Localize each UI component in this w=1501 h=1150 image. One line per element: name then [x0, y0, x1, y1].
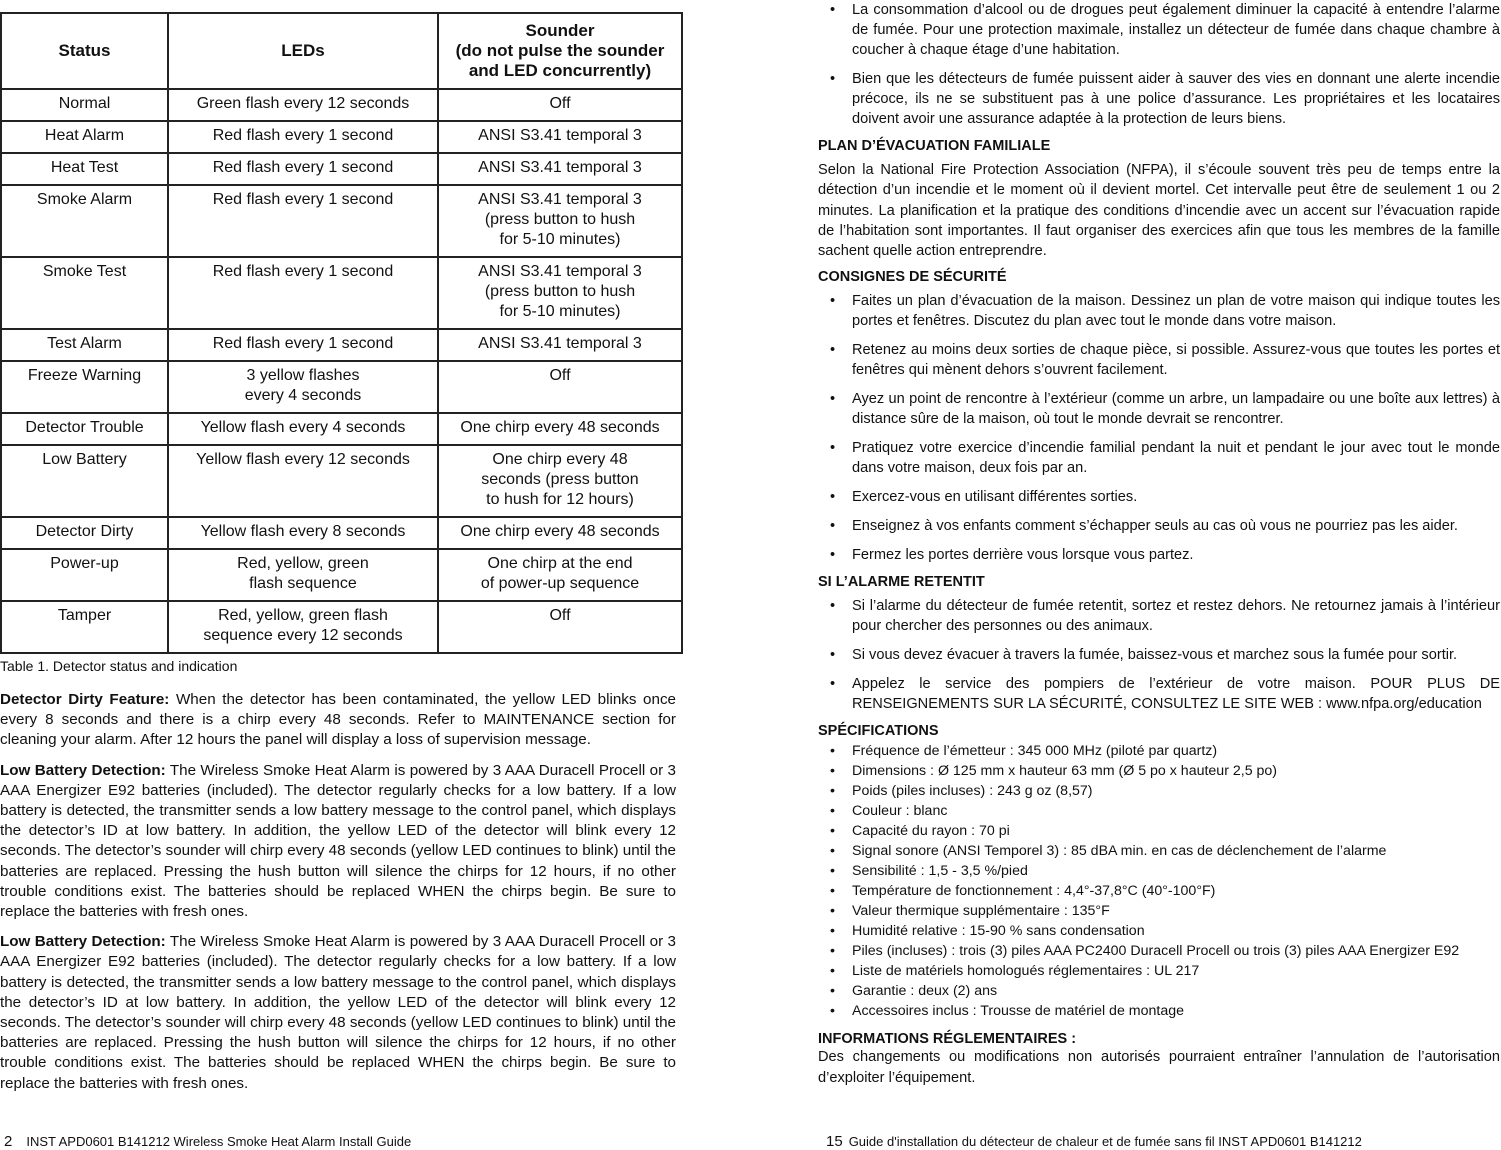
spec-bullet: • Poids (piles incluses) : 243 g oz (8,57) [818, 781, 1500, 801]
spec-bullet: • Liste de matériels homologués réglementaires : UL 217 [818, 961, 1500, 981]
table-row [1, 185, 682, 257]
evacuation-heading: PLAN D’ÉVACUATION FAMILIALE [818, 138, 1051, 154]
sounder-cell: ANSI S3.41 temporal 3 [438, 329, 682, 361]
status-cell: Detector Trouble [1, 413, 168, 445]
table-header-row [1, 13, 682, 89]
low-battery-paragraph-2 [0, 932, 676, 1094]
regulatory-text: Des changements ou modifications non autorisés pourraient entraîner l’annulation de l’autorisation d’exploiter l’équipement. [818, 1049, 1500, 1086]
table-row [1, 413, 682, 445]
safety-bullet: • Ayez un point de rencontre à l’extérieur (comme un arbre, un lampadaire ou une boîte aux lettres) à distance sûre de la maison, où tout le monde devrait se rencontrer. [818, 389, 1500, 429]
spec-bullet: • Dimensions : Ø 125 mm x hauteur 63 mm (Ø 5 po x hauteur 2,5 po) [818, 761, 1500, 781]
detector-status-table [0, 12, 683, 654]
alarm-heading: SI L’ALARME RETENTIT [818, 574, 985, 591]
safety-bullet: • Enseignez à vos enfants comment s’échapper seuls au cas où vous ne pourriez pas les aider. [818, 516, 1500, 536]
left-column [0, 12, 682, 1094]
sounder-cell: Off [438, 361, 682, 413]
left-footer-text: INST APD0601 B141212 Wireless Smoke Heat Alarm Install Guide [26, 1134, 412, 1149]
leds-cell: Green flash every 12 seconds [168, 89, 438, 121]
low-battery-text-2: The Wireless Smoke Heat Alarm is powered by 3 AAA Duracell Procell or 3 AAA Energizer E92 batteries (included). The detector regularly checks for a low battery. If a low battery is detected, the transmitter sends a low battery message to the control panel, which displays the detector’s ID at low battery. In addition, the yellow LED of the detector will blink every 12 seconds. The detector’s sounder will chirp every 48 seconds (yellow LED continues to blink) until the batteries are replaced. Pressing the hush button will silence the chirps for 12 hours, if no other trouble conditions exist. The batteries should be replaced WHEN the chirps begin. Be sure to replace the batteries with fresh ones. [0, 933, 676, 1092]
spec-bullet: • Température de fonctionnement : 4,4°-37,8°C (40°-100°F) [818, 881, 1500, 901]
table-row [1, 121, 682, 153]
leds-cell: Red flash every 1 second [168, 185, 438, 257]
leds-cell: Yellow flash every 4 seconds [168, 413, 438, 445]
spec-bullet: • Capacité du rayon : 70 pi [818, 821, 1500, 841]
spec-bullet-list [818, 741, 1500, 1021]
spec-bullet: • Garantie : deux (2) ans [818, 981, 1500, 1001]
table-row [1, 89, 682, 121]
leds-cell: Red, yellow, green flash sequence [168, 549, 438, 601]
status-cell: Test Alarm [1, 329, 168, 361]
leds-cell: Red flash every 1 second [168, 257, 438, 329]
spec-heading: SPÉCIFICATIONS [818, 723, 939, 740]
right-column [818, 0, 1500, 1096]
header-leds [168, 13, 438, 89]
status-cell: Heat Alarm [1, 121, 168, 153]
sounder-cell: ANSI S3.41 temporal 3 (press button to hush for 5-10 minutes) [438, 257, 682, 329]
right-page-number: 15 [826, 1133, 843, 1150]
table-body [1, 89, 682, 653]
intro-bullet: • La consommation d’alcool ou de drogues peut également diminuer la capacité à entendre l’alarme de fumée. Pour une protection maximale, installez un détecteur de fumée dans chaque chambre à coucher à chaque étage d’une habitation. [818, 0, 1500, 60]
safety-bullet-list [818, 291, 1500, 565]
left-footer [4, 1133, 411, 1150]
table-row [1, 361, 682, 413]
spec-bullet: • Couleur : blanc [818, 801, 1500, 821]
spec-bullet: • Fréquence de l’émetteur : 345 000 MHz (piloté par quartz) [818, 741, 1500, 761]
safety-bullet: • Faites un plan d’évacuation de la maison. Dessinez un plan de votre maison qui indique toutes les portes et fenêtres. Discutez du plan avec tout le monde dans votre maison. [818, 291, 1500, 331]
status-cell: Tamper [1, 601, 168, 653]
table-caption: Table 1. Detector status and indication [0, 658, 238, 674]
sounder-cell: One chirp at the end of power-up sequence [438, 549, 682, 601]
header-sounder-label: Sounder (do not pulse the sounder and LED concurrently) [455, 21, 665, 80]
safety-bullet: • Fermez les portes derrière vous lorsque vous partez. [818, 545, 1500, 565]
sounder-cell: One chirp every 48 seconds [438, 517, 682, 549]
spec-bullet: • Piles (incluses) : trois (3) piles AAA PC2400 Duracell Procell ou trois (3) piles AAA Energizer E92 [818, 941, 1500, 961]
safety-heading: CONSIGNES DE SÉCURITÉ [818, 269, 1007, 286]
table-row [1, 517, 682, 549]
spec-bullet: • Humidité relative : 15-90 % sans condensation [818, 921, 1500, 941]
leds-cell: 3 yellow flashes every 4 seconds [168, 361, 438, 413]
low-battery-text-1: The Wireless Smoke Heat Alarm is powered by 3 AAA Duracell Procell or 3 AAA Energizer E92 batteries (included). The detector regularly checks for a low battery. If a low battery is detected, the transmitter sends a low battery message to the control panel, which displays the detector’s ID at low battery. In addition, the yellow LED of the detector will blink every 12 seconds. The detector’s sounder will chirp every 48 seconds (yellow LED continues to blink) until the batteries are replaced. Pressing the hush button will silence the chirps for 12 hours, if no other trouble conditions exist. The batteries should be replaced WHEN the chirps begin. Be sure to replace the batteries with fresh ones. [0, 761, 676, 921]
leds-cell: Yellow flash every 8 seconds [168, 517, 438, 549]
table-row [1, 445, 682, 517]
status-cell: Power-up [1, 549, 168, 601]
alarm-bullet-list [818, 596, 1500, 714]
alarm-bullet: • Appelez le service des pompiers de l’extérieur de votre maison. POUR PLUS DE RENSEIGNEMENTS SUR LA SÉCURITÉ, CONSULTEZ LE SITE WEB : www.nfpa.org/education [818, 674, 1500, 714]
spec-bullet: • Signal sonore (ANSI Temporel 3) : 85 dBA min. en cas de déclenchement de l’alarme [818, 841, 1500, 861]
detector-dirty-paragraph [0, 690, 676, 751]
spec-bullet: • Sensibilité : 1,5 - 3,5 %/pied [818, 861, 1500, 881]
leds-cell: Red flash every 1 second [168, 121, 438, 153]
evacuation-text: Selon la National Fire Protection Association (NFPA), il s’écoule souvent très peu de temps entre la détection d’un incendie et le moment où il devient mortel. Cet intervalle peut être de seulement 1 ou 2 minutes. La planification et la pratique des conditions d’incendie avec un accent sur l’évacuation rapide de l’habitation sont importantes. Il faut organiser des exercices afin que tous les membres de la famille sachent quelle action entreprendre. [818, 162, 1500, 260]
table-row [1, 549, 682, 601]
status-cell: Low Battery [1, 445, 168, 517]
status-cell: Smoke Test [1, 257, 168, 329]
alarm-bullet: • Si vous devez évacuer à travers la fumée, baissez-vous et marchez sous la fumée pour sortir. [818, 645, 1500, 665]
status-cell: Smoke Alarm [1, 185, 168, 257]
leds-cell: Yellow flash every 12 seconds [168, 445, 438, 517]
header-status-label: Status [58, 41, 111, 60]
status-cell: Detector Dirty [1, 517, 168, 549]
header-leds-label: LEDs [281, 41, 325, 60]
spec-bullet: • Accessoires inclus : Trousse de matériel de montage [818, 1001, 1500, 1021]
low-battery-lead-1: Low Battery Detection: [0, 761, 166, 779]
leds-cell: Red flash every 1 second [168, 329, 438, 361]
spec-bullet: • Valeur thermique supplémentaire : 135°F [818, 901, 1500, 921]
intro-bullet: • Bien que les détecteurs de fumée puissent aider à sauver des vies en donnant une alerte incendie précoce, ils ne se substituent pas à une police d’assurance. Les propriétaires et les locataires doivent avoir une assurance adaptée à la protection de leurs biens. [818, 69, 1500, 129]
safety-bullet: • Retenez au moins deux sorties de chaque pièce, si possible. Assurez-vous que toutes les portes et fenêtres qui mènent dehors s’ouvrent facilement. [818, 340, 1500, 380]
sounder-cell: ANSI S3.41 temporal 3 (press button to hush for 5-10 minutes) [438, 185, 682, 257]
right-footer [826, 1133, 1362, 1150]
status-cell: Normal [1, 89, 168, 121]
low-battery-lead-2: Low Battery Detection: [0, 933, 166, 951]
leds-cell: Red flash every 1 second [168, 153, 438, 185]
sounder-cell: Off [438, 89, 682, 121]
right-footer-text: Guide d'installation du détecteur de chaleur et de fumée sans fil INST APD0601 B141212 [848, 1134, 1362, 1149]
table-row [1, 601, 682, 653]
sounder-cell: ANSI S3.41 temporal 3 [438, 153, 682, 185]
sounder-cell: One chirp every 48 seconds [438, 413, 682, 445]
intro-bullet-list [818, 0, 1500, 129]
header-sounder [438, 13, 682, 89]
safety-bullet: • Pratiquez votre exercice d’incendie familial pendant la nuit et pendant le jour avec tout le monde dans votre maison, deux fois par an. [818, 438, 1500, 478]
left-page-number: 2 [4, 1133, 13, 1150]
status-cell: Heat Test [1, 153, 168, 185]
alarm-bullet: • Si l’alarme du détecteur de fumée retentit, sortez et restez dehors. Ne retournez jamais à l’intérieur pour chercher des personnes ou des animaux. [818, 596, 1500, 636]
regulatory-heading: INFORMATIONS RÉGLEMENTAIRES : [818, 1031, 1077, 1048]
detector-dirty-lead: Detector Dirty Feature: [0, 691, 170, 708]
detector-dirty-text: When the detector has been contaminated, the yellow LED blinks once every 8 seconds and there is a chirp every 48 seconds. Refer to MAINTENANCE section for cleaning your alarm. After 12 hours the panel will display a loss of supervision message. [0, 691, 676, 749]
low-battery-paragraph-1 [0, 761, 676, 923]
table-row [1, 153, 682, 185]
sounder-cell: Off [438, 601, 682, 653]
table-row [1, 257, 682, 329]
leds-cell: Red, yellow, green flash sequence every 12 seconds [168, 601, 438, 653]
table-row [1, 329, 682, 361]
sounder-cell: One chirp every 48 seconds (press button to hush for 12 hours) [438, 445, 682, 517]
safety-bullet: • Exercez-vous en utilisant différentes sorties. [818, 487, 1500, 507]
sounder-cell: ANSI S3.41 temporal 3 [438, 121, 682, 153]
status-cell: Freeze Warning [1, 361, 168, 413]
header-status [1, 13, 168, 89]
